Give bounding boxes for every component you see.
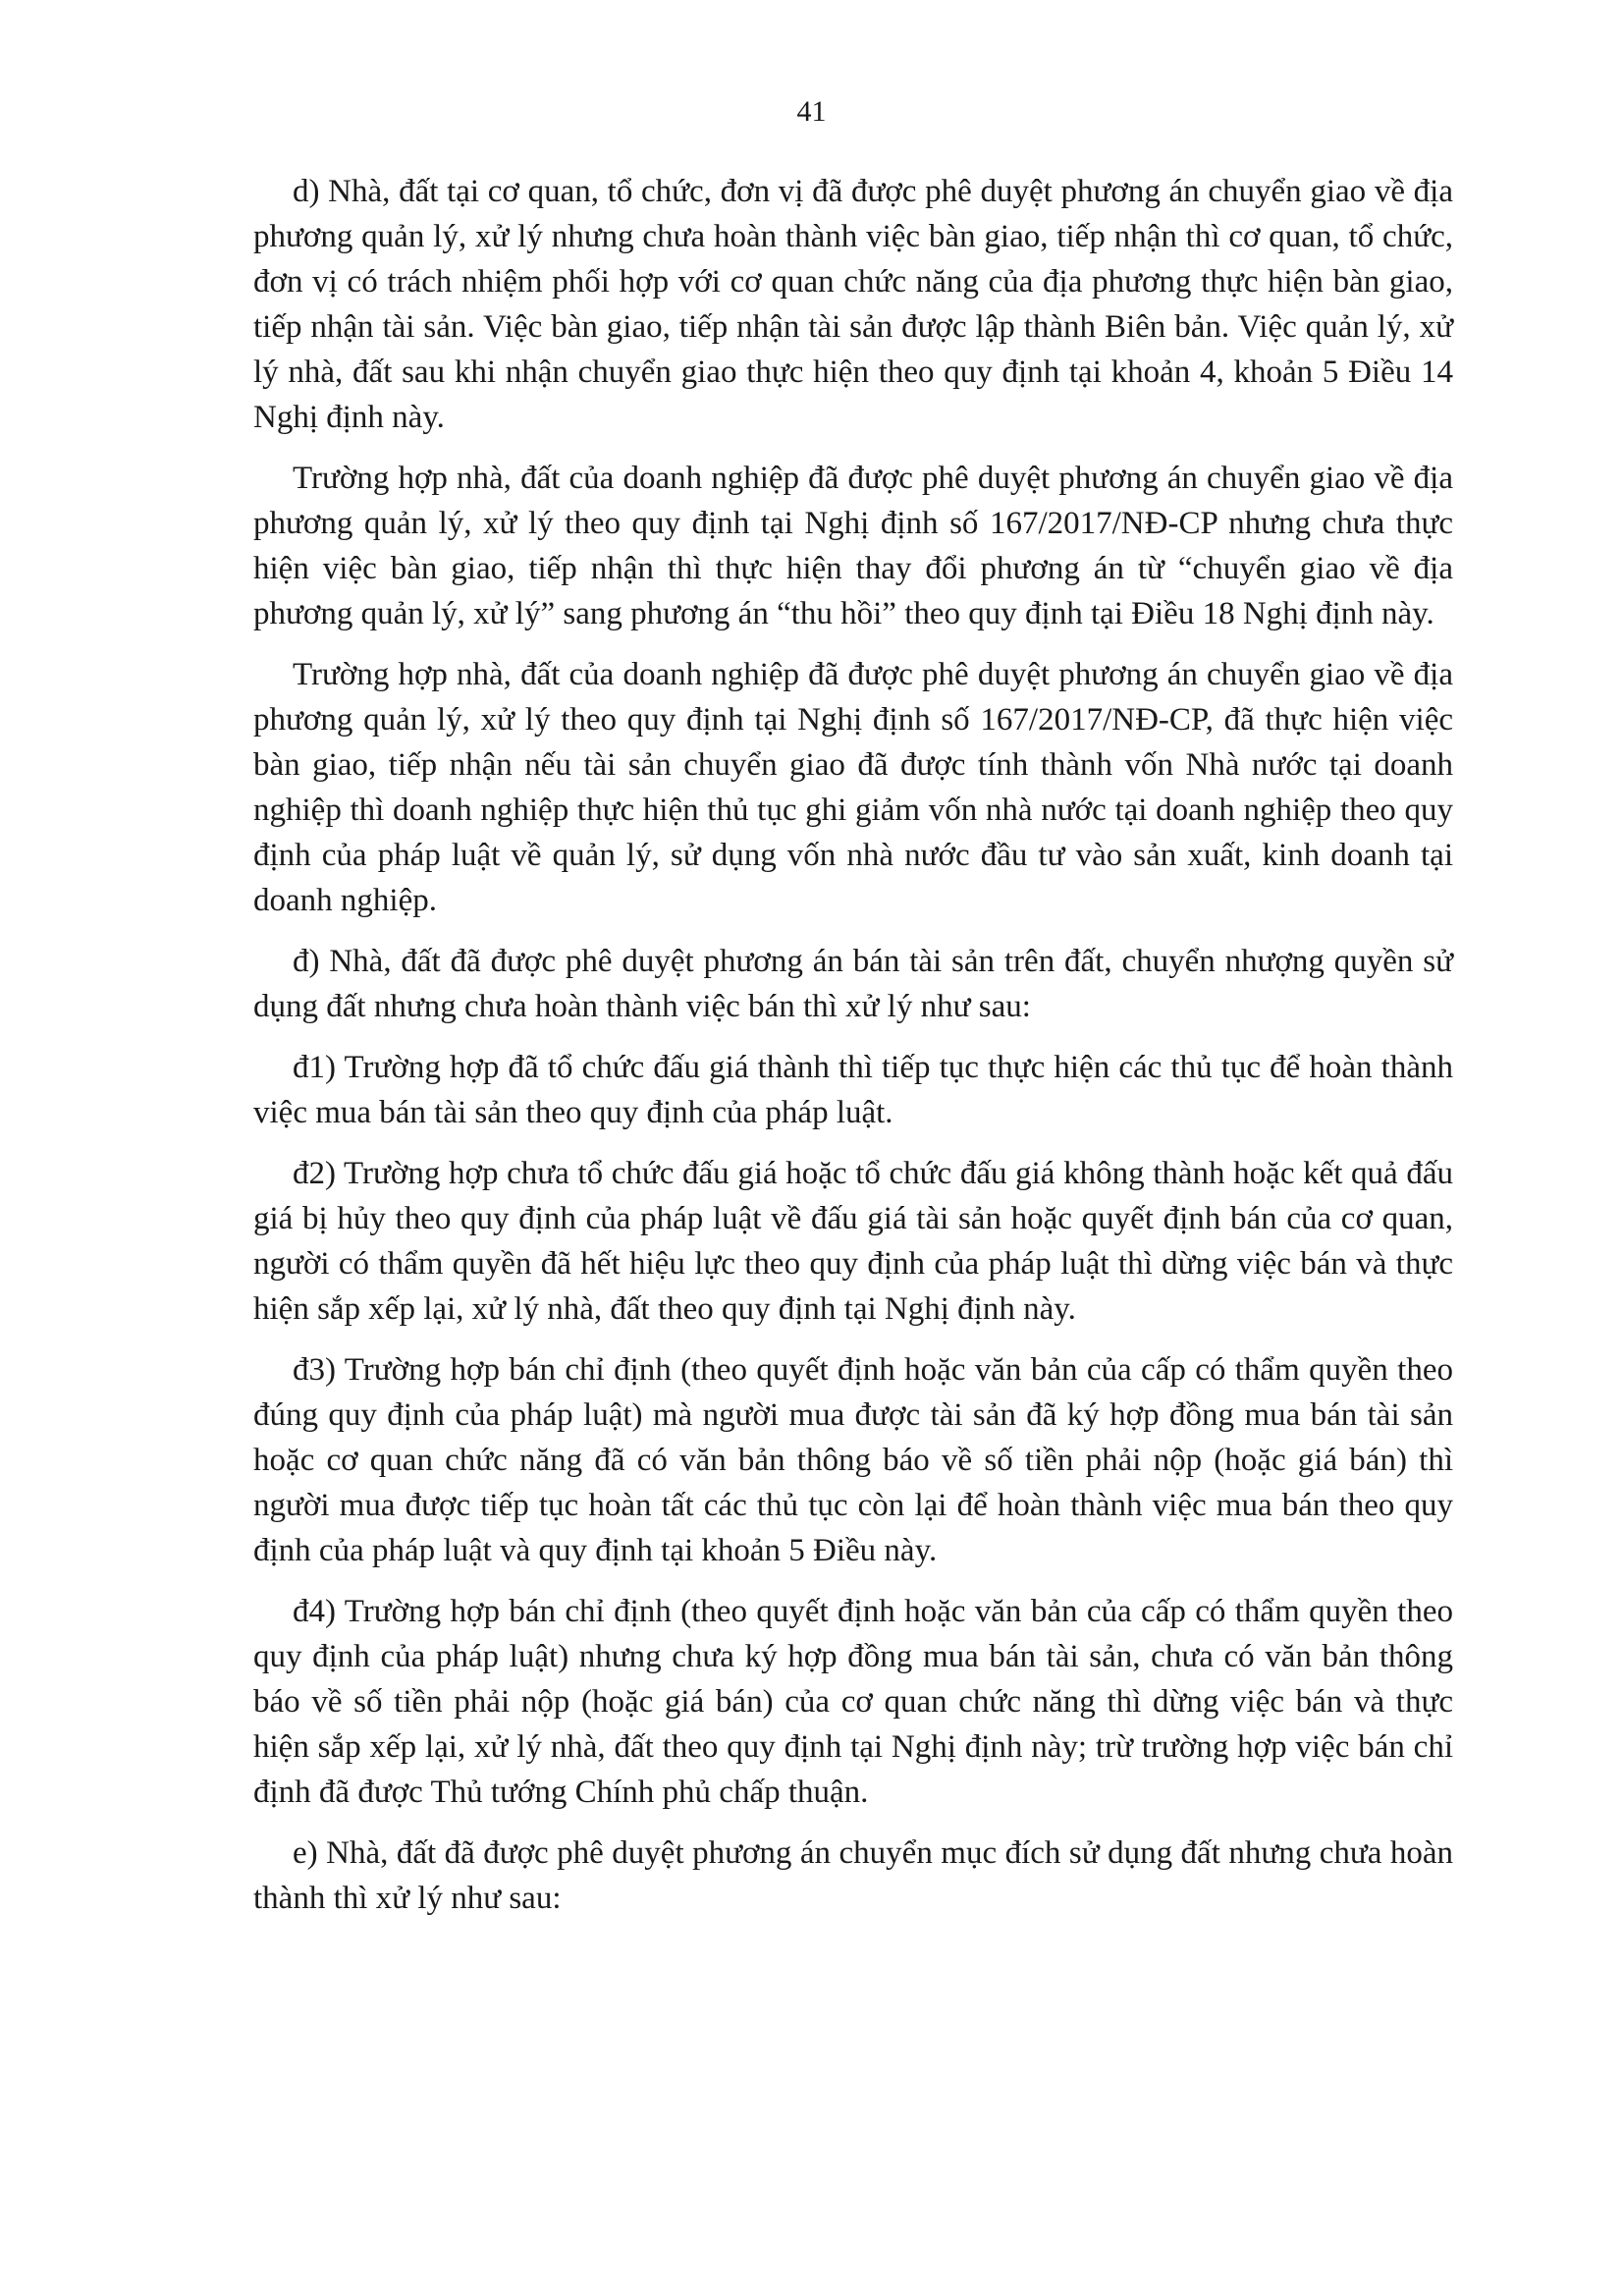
paragraph-dd4: đ4) Trường hợp bán chỉ định (theo quyết định hoặc văn bản của cấp có thẩm quyền theo quy định của pháp luật) nhưng chưa ký hợp đồng mua bán tài sản, chưa có văn bản thông báo về số tiền phải nộp (hoặc giá bán) của cơ quan chức năng thì dừng việc bán và thực hiện sắp xếp lại, xử lý nhà, đất theo quy định tại Nghị định này; trừ trường hợp việc bán chỉ định đã được Thủ tướng Chính phủ chấp thuận.: [253, 1594, 1453, 1810]
document-body: [253, 169, 1453, 1937]
paragraph-dd1: đ1) Trường hợp đã tổ chức đấu giá thành thì tiếp tục thực hiện các thủ tục để hoàn thành việc mua bán tài sản theo quy định của pháp luật.: [253, 1050, 1453, 1130]
paragraph-dd2: đ2) Trường hợp chưa tổ chức đấu giá hoặc tổ chức đấu giá không thành hoặc kết quả đấu giá bị hủy theo quy định của pháp luật về đấu giá tài sản hoặc quyết định bán của cơ quan, người có thẩm quyền đã hết hiệu lực theo quy định của pháp luật thì dừng việc bán và thực hiện sắp xếp lại, xử lý nhà, đất theo quy định tại Nghị định này.: [253, 1156, 1453, 1327]
paragraph-e: e) Nhà, đất đã được phê duyệt phương án chuyển mục đích sử dụng đất nhưng chưa hoàn thành thì xử lý như sau:: [253, 1835, 1453, 1916]
paragraph-dd: đ) Nhà, đất đã được phê duyệt phương án bán tài sản trên đất, chuyển nhượng quyền sử dụng đất nhưng chưa hoàn thành việc bán thì xử lý như sau:: [253, 944, 1453, 1024]
paragraph-dd3: đ3) Trường hợp bán chỉ định (theo quyết định hoặc văn bản của cấp có thẩm quyền theo đúng quy định của pháp luật) mà người mua được tài sản đã ký hợp đồng mua bán tài sản hoặc cơ quan chức năng đã có văn bản thông báo về số tiền phải nộp (hoặc giá bán) thì người mua được tiếp tục hoàn tất các thủ tục còn lại để hoàn thành việc mua bán theo quy định của pháp luật và quy định tại khoản 5 Điều này.: [253, 1352, 1453, 1568]
paragraph-d-case-2: Trường hợp nhà, đất của doanh nghiệp đã được phê duyệt phương án chuyển giao về địa phương quản lý, xử lý theo quy định tại Nghị định số 167/2017/NĐ-CP, đã thực hiện việc bàn giao, tiếp nhận nếu tài sản chuyển giao đã được tính thành vốn Nhà nước tại doanh nghiệp thì doanh nghiệp thực hiện thủ tục ghi giảm vốn nhà nước tại doanh nghiệp theo quy định của pháp luật về quản lý, sử dụng vốn nhà nước đầu tư vào sản xuất, kinh doanh tại doanh nghiệp.: [253, 657, 1453, 918]
paragraph-d: d) Nhà, đất tại cơ quan, tổ chức, đơn vị đã được phê duyệt phương án chuyển giao về địa phương quản lý, xử lý nhưng chưa hoàn thành việc bàn giao, tiếp nhận thì cơ quan, tổ chức, đơn vị có trách nhiệm phối hợp với cơ quan chức năng của địa phương thực hiện bàn giao, tiếp nhận tài sản. Việc bàn giao, tiếp nhận tài sản được lập thành Biên bản. Việc quản lý, xử lý nhà, đất sau khi nhận chuyển giao thực hiện theo quy định tại khoản 4, khoản 5 Điều 14 Nghị định này.: [253, 174, 1453, 435]
page-number: 41: [796, 95, 827, 128]
paragraph-d-case-1: Trường hợp nhà, đất của doanh nghiệp đã được phê duyệt phương án chuyển giao về địa phương quản lý, xử lý theo quy định tại Nghị định số 167/2017/NĐ-CP nhưng chưa thực hiện việc bàn giao, tiếp nhận thì thực hiện thay đổi phương án từ “chuyển giao về địa phương quản lý, xử lý” sang phương án “thu hồi” theo quy định tại Điều 18 Nghị định này.: [253, 461, 1453, 631]
